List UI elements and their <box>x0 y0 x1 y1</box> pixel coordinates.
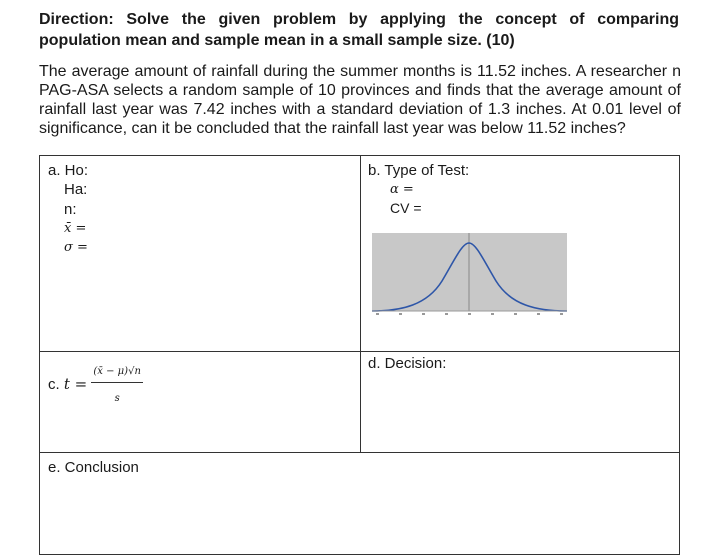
cell-b-alpha: α = <box>390 182 414 197</box>
cell-b-cv: CV = <box>390 200 422 216</box>
t-formula-denominator: s <box>114 393 120 404</box>
direction-label: Direction: <box>39 11 114 28</box>
cell-b-label: b. Type of Test: <box>368 162 470 179</box>
direction-text: Solve the given problem by applying the concept of comparing population mean and sample mean in a small sample size. (10) <box>39 11 679 49</box>
cell-c-formula <box>48 362 143 408</box>
normal-distribution-curve-icon <box>372 233 567 319</box>
answer-grid <box>39 155 680 555</box>
row-divider-2 <box>40 452 679 453</box>
problem-statement: The average amount of rainfall during the summer months is 11.52 inches. A researcher n PAG-ASA selects a random sample of 10 provinces and finds that the average amount of rainfall last year was 7.42 inches with a standard deviation of 1.3 inches. At 0.01 level of significance, can it be concluded that the rainfall last year was below 11.52 inches? <box>39 63 681 137</box>
t-equals: t = <box>63 374 88 393</box>
column-divider <box>360 156 361 452</box>
cell-c-label: c. <box>48 375 60 393</box>
cell-a-n: n: <box>64 201 77 218</box>
cell-d-label: d. Decision: <box>368 355 447 372</box>
cell-a-sigma: σ = <box>64 240 88 255</box>
row-divider-1 <box>40 351 679 352</box>
cell-e-label: e. Conclusion <box>48 459 139 476</box>
cell-a-xbar: x̄ = <box>64 221 87 236</box>
cell-a-label: a. Ho: <box>48 162 89 179</box>
direction-heading <box>39 9 679 51</box>
cell-a-ha: Ha: <box>64 181 88 198</box>
t-formula-numerator: (x̄ − μ)√n <box>91 362 143 383</box>
t-formula-fraction <box>91 362 143 408</box>
